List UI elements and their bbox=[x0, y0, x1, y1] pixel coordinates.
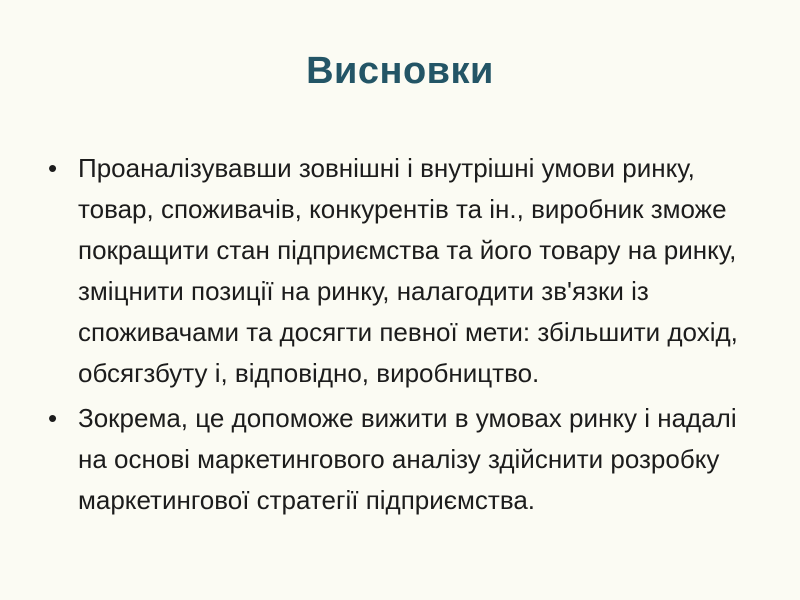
bullet-item bbox=[46, 148, 766, 394]
bullet-icon: • bbox=[48, 153, 58, 183]
bullet-text: Проаналізувавши зовнішні і внутрішні умови ринку, товар, споживачів, конкурентів та ін., виробник зможе покращити стан підприємства та його товару на ринку, зміцнити позиції на ринку, налагодити зв'язки із споживачами та досягти певної мети: збільшити дохід, обсягзбуту і, відповідно, виробництво. bbox=[78, 153, 738, 388]
bullet-list bbox=[46, 148, 766, 525]
slide-title: Висновки bbox=[306, 50, 494, 92]
bullet-item bbox=[46, 398, 766, 521]
bullet-icon: • bbox=[48, 403, 58, 433]
bullet-text: Зокрема, це допоможе вижити в умовах ринку і надалі на основі маркетингового аналізу здійснити розробку маркетингової стратегії підприємства. bbox=[78, 403, 737, 515]
